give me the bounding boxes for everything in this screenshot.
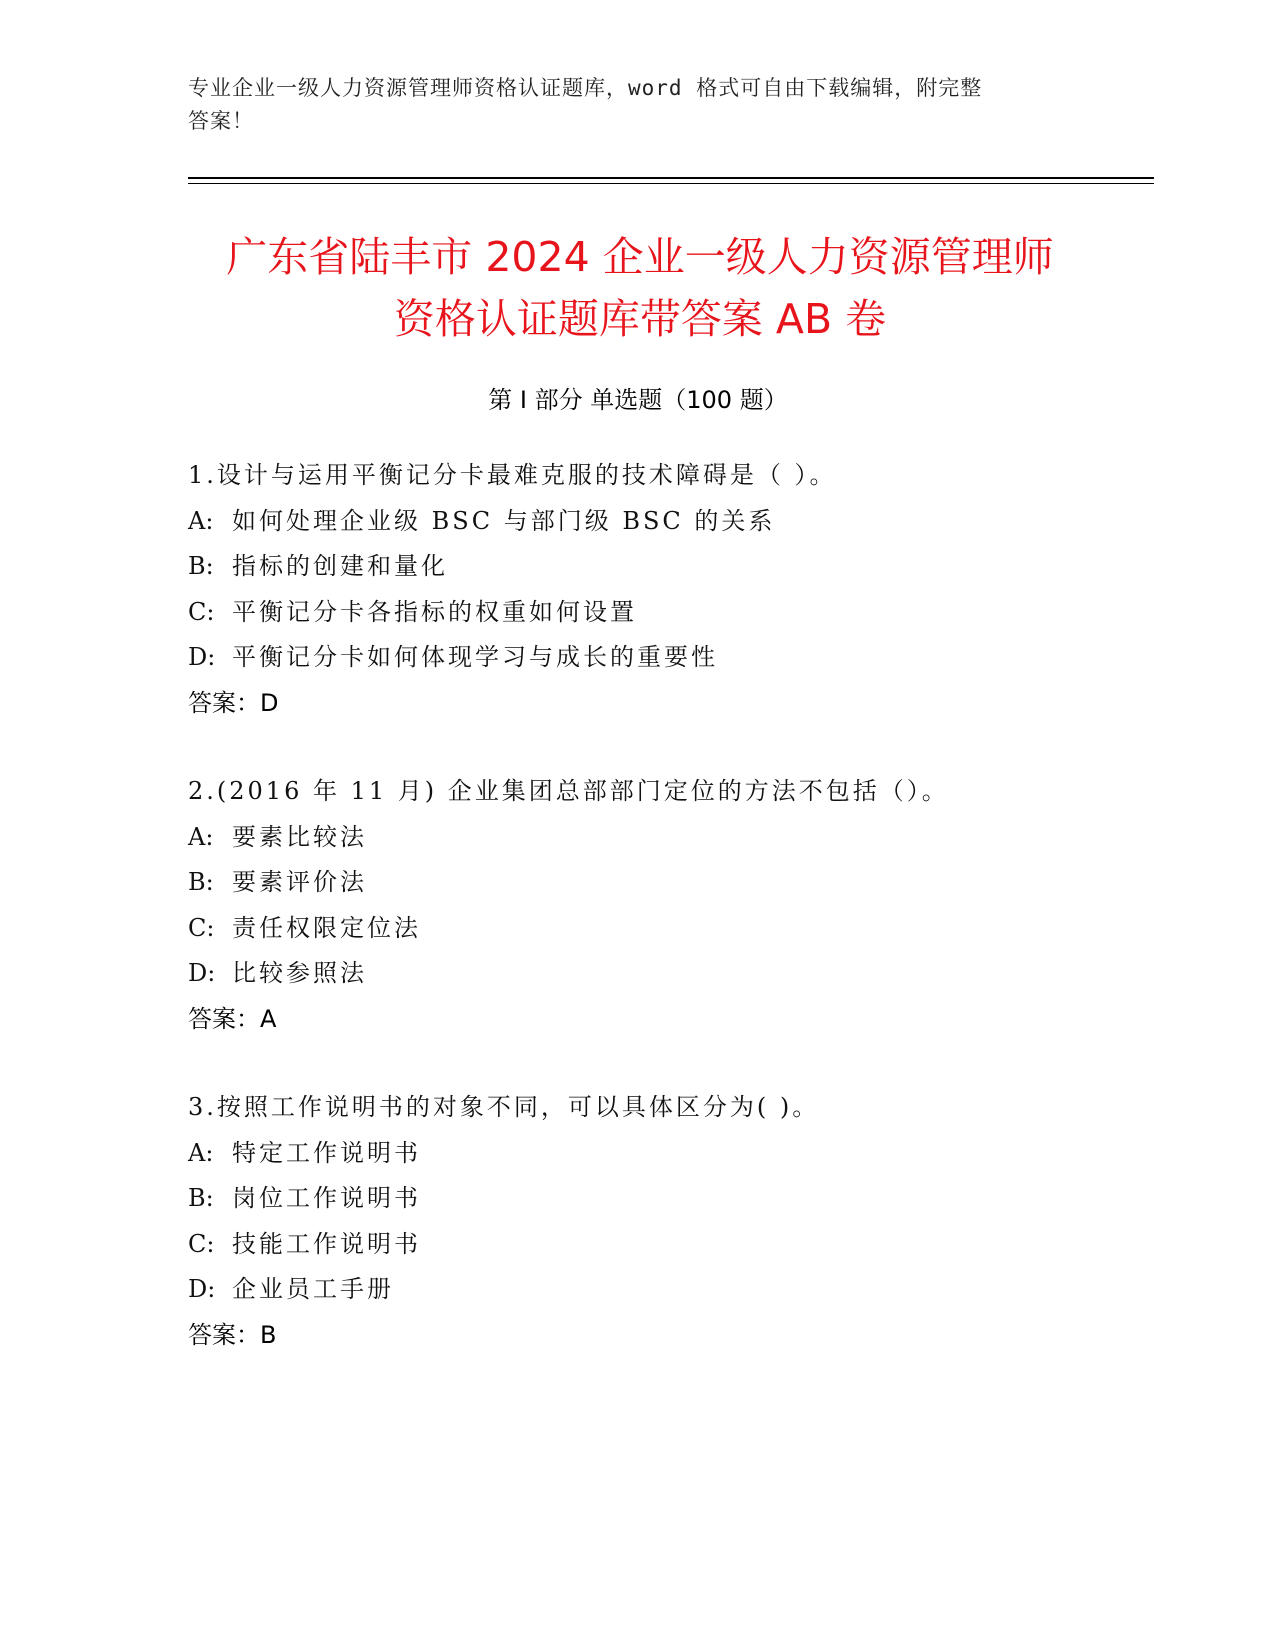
header-note [188,72,1088,138]
option-text: 特定工作说明书 [232,1138,421,1167]
option-a [188,1131,1148,1177]
answer-text: 答案：A [188,1004,277,1033]
option-letter: B: [188,1184,214,1212]
document-title-line-1: 广东省陆丰市 2024 企业一级人力资源管理师 [226,233,1054,281]
option-text: 技能工作说明书 [232,1229,421,1258]
option-letter: A: [188,506,214,535]
option-c [188,906,1148,952]
option-letter: B: [188,868,214,896]
document-title [160,226,1120,350]
header-rule-thin [188,183,1154,184]
header-note-line-2: 答案！ [188,109,254,133]
option-text: 比较参照法 [232,959,367,987]
option-d [188,635,1148,681]
option-text: 如何处理企业级 BSC 与部门级 BSC 的关系 [232,506,776,535]
header-rule-thick [188,177,1154,179]
option-letter: B: [188,552,214,580]
option-b [188,1176,1148,1222]
option-d [188,1267,1148,1313]
question-block-2 [188,769,1148,1042]
answer-text: 答案：B [188,1320,277,1349]
section-heading: 第 I 部分 单选题（100 题） [488,386,788,414]
answer-text: 答案：D [188,688,279,717]
option-letter: A: [188,1138,214,1167]
option-b [188,544,1148,590]
option-c [188,1222,1148,1268]
option-text: 要素比较法 [232,822,367,851]
option-text: 平衡记分卡各指标的权重如何设置 [232,597,637,626]
option-text: 指标的创建和量化 [232,552,448,580]
option-letter: A: [188,822,214,851]
option-d [188,951,1148,997]
option-letter: C: [188,1229,215,1258]
option-letter: D: [188,643,216,671]
option-text: 责任权限定位法 [232,913,421,942]
option-letter: C: [188,913,215,942]
question-stem: 3.按照工作说明书的对象不同，可以具体区分为( )。 [188,1093,820,1121]
option-text: 要素评价法 [232,868,367,896]
option-a [188,499,1148,545]
option-letter: D: [188,959,216,987]
document-title-line-2: 资格认证题库带答案 AB 卷 [393,295,887,343]
question-stem: 2.(2016 年 11 月) 企业集团总部部门定位的方法不包括（）。 [188,777,949,805]
question-block-3 [188,1085,1148,1358]
option-letter: D: [188,1275,216,1303]
option-c [188,590,1148,636]
option-letter: C: [188,597,215,626]
option-a [188,815,1148,861]
question-block-1 [188,453,1148,726]
header-note-line-1: 专业企业一级人力资源管理师资格认证题库，word 格式可自由下载编辑，附完整 [188,76,983,100]
option-text: 岗位工作说明书 [232,1184,421,1212]
option-text: 平衡记分卡如何体现学习与成长的重要性 [232,643,718,671]
option-b [188,860,1148,906]
option-text: 企业员工手册 [232,1275,394,1303]
question-stem: 1.设计与运用平衡记分卡最难克服的技术障碍是（ ）。 [188,461,837,489]
